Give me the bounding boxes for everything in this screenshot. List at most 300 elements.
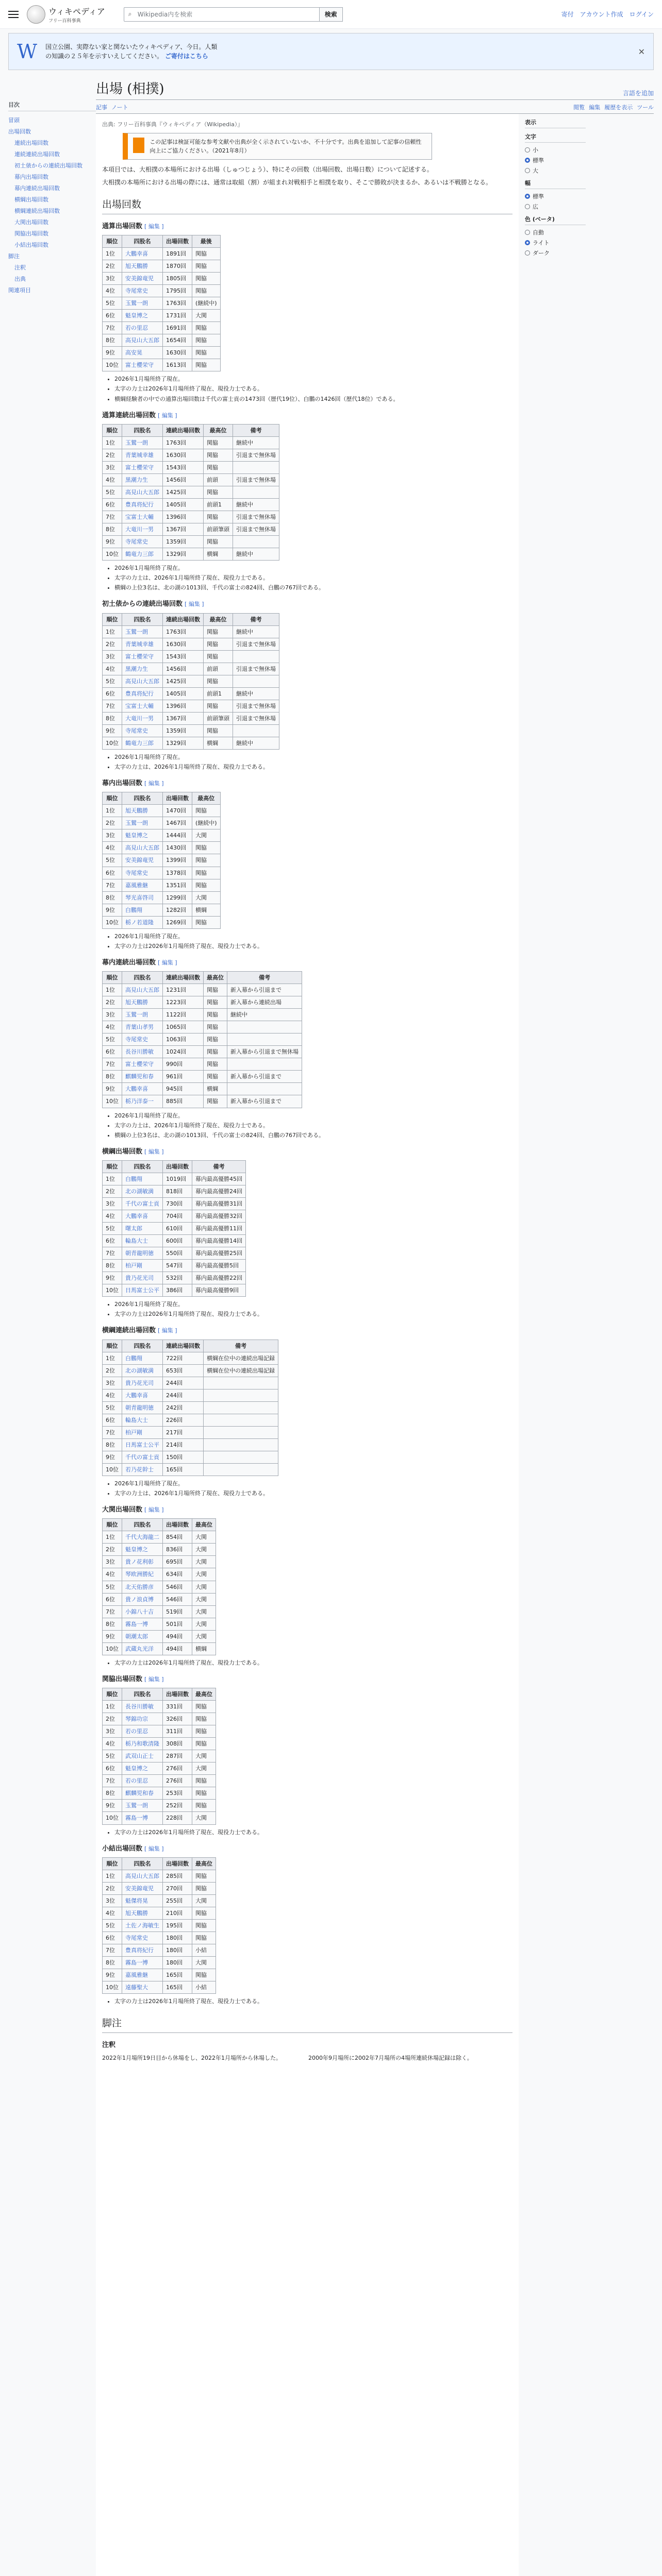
table-cell[interactable]: 高見山大五郎 <box>122 675 163 687</box>
table-cell[interactable]: 黒潮力生 <box>122 473 163 486</box>
close-icon[interactable]: ✕ <box>638 46 645 57</box>
toc-item[interactable]: 大関出場回数 <box>14 219 48 226</box>
table-cell[interactable]: 旭天鵬勝 <box>122 1907 163 1919</box>
edit-link[interactable]: [ 編集 ] <box>158 1327 177 1334</box>
text-size-standard[interactable]: 標準 <box>525 156 586 164</box>
table-row <box>103 1642 216 1655</box>
table-row <box>103 473 279 486</box>
table-cell: 大関 <box>192 1957 216 1969</box>
table-cell[interactable]: 若の里忍 <box>122 322 163 334</box>
column-header: 四股名 <box>122 1857 163 1870</box>
table-cell: 1430回 <box>163 842 192 854</box>
table-cell[interactable]: 豊真将紀行 <box>122 687 163 700</box>
table-cell[interactable]: 旭天鵬勝 <box>122 805 163 817</box>
table-cell: 722回 <box>163 1352 204 1364</box>
toc-item[interactable]: 注釈 <box>14 264 26 271</box>
table-cell: 横綱 <box>204 1083 227 1095</box>
table-cell[interactable]: 嘉風雅継 <box>122 1969 163 1981</box>
table-cell[interactable]: 高見山大五郎 <box>122 486 163 498</box>
table-cell: 9位 <box>103 724 122 737</box>
table-cell: 1731回 <box>163 310 192 322</box>
table-cell[interactable]: 霧島一博 <box>122 1618 163 1630</box>
table-row <box>103 1235 246 1247</box>
table-cell: 関脇 <box>204 1058 227 1071</box>
table-cell: 4位 <box>103 473 122 486</box>
table-cell[interactable]: 小錦八十吉 <box>122 1605 163 1618</box>
table-cell[interactable]: 白鵬翔 <box>122 1173 163 1185</box>
table-cell[interactable]: 武蔵丸光洋 <box>122 1642 163 1655</box>
table-heading: 小結出場回数 [ 編集 ] <box>102 1844 164 1853</box>
table-cell: 2位 <box>103 449 122 461</box>
table-cell[interactable]: 北の湖敏満 <box>122 1364 163 1377</box>
toc-item[interactable]: 冒頭 <box>8 117 20 124</box>
table-cell <box>204 1426 278 1438</box>
table-cell: 1位 <box>103 436 122 449</box>
table-cell[interactable]: 霧島一博 <box>122 1812 163 1824</box>
donation-banner <box>8 33 654 70</box>
toc-item[interactable]: 関連項目 <box>8 287 31 294</box>
table-cell: 2位 <box>103 638 122 650</box>
column-header: 出場回数 <box>163 1688 192 1701</box>
column-header: 出場回数 <box>163 1857 192 1870</box>
table-cell[interactable]: 玉鷲一朗 <box>122 625 163 638</box>
toc-item[interactable]: 幕内出場回数 <box>14 174 48 180</box>
table-cell: 990回 <box>163 1058 204 1071</box>
table-row <box>103 1033 302 1046</box>
table-notes <box>114 1479 512 1498</box>
table-cell[interactable]: 富士櫻栄守 <box>122 359 163 371</box>
table-cell: 5位 <box>103 297 122 310</box>
table-cell: 1122回 <box>163 1009 204 1021</box>
table-cell[interactable]: 豊真将紀行 <box>122 498 163 511</box>
table-cell[interactable]: 麒麟児和春 <box>122 1071 163 1083</box>
table-row <box>103 511 279 523</box>
table-cell[interactable]: 栃ノ若道隆 <box>122 916 163 928</box>
table-cell: 311回 <box>163 1725 192 1738</box>
table-row <box>103 1464 278 1476</box>
table-cell[interactable]: 魁皇博之 <box>122 1544 163 1556</box>
table-heading: 横綱連続出場回数 [ 編集 ] <box>102 1327 177 1335</box>
table-cell: 7位 <box>103 700 122 712</box>
table-cell[interactable]: 魁傑将晃 <box>122 1894 163 1907</box>
table-cell: 1405回 <box>163 498 204 511</box>
table-cell <box>233 486 279 498</box>
table-cell[interactable]: 若乃花幹士 <box>122 1464 163 1476</box>
table-cell[interactable]: 千代の富士貢 <box>122 1197 163 1210</box>
table-cell[interactable]: 高安晃 <box>122 347 163 359</box>
toc-item[interactable]: 横綱連続出場回数 <box>14 208 60 214</box>
table-cell: 1456回 <box>163 663 204 675</box>
table-heading: 幕内出場回数 [ 編集 ] <box>102 779 164 788</box>
table-cell[interactable]: 若の里忍 <box>122 1775 163 1787</box>
table-cell: 新入幕から引退まで <box>227 984 302 996</box>
table-row <box>103 359 221 371</box>
table-cell[interactable]: 富士櫻栄守 <box>122 1058 163 1071</box>
table-cell[interactable]: 玉鷲一朗 <box>122 1800 163 1812</box>
table-cell: 1891回 <box>163 247 192 260</box>
table-cell: 大関 <box>192 1544 216 1556</box>
table-cell[interactable]: 大鵬幸喜 <box>122 1389 163 1401</box>
table-cell: 幕内最高優勝24回 <box>192 1185 246 1197</box>
table-cell: 4位 <box>103 663 122 675</box>
table-cell[interactable]: 魁皇博之 <box>122 310 163 322</box>
table-cell[interactable]: 大竜川一男 <box>122 523 163 536</box>
edit-link[interactable]: [ 編集 ] <box>158 959 177 966</box>
table-cell: 165回 <box>163 1464 204 1476</box>
maintenance-text: この記事は検証可能な参考文献や出典が全く示されていないか、不十分です。出典を追加して記事の信頼性向上にご協力ください。（2021年8月） <box>150 139 422 155</box>
table-cell[interactable]: 朝青龍明徳 <box>122 1247 163 1260</box>
edit-link[interactable]: [ 編集 ] <box>144 1675 164 1683</box>
table-cell: 1630回 <box>163 638 204 650</box>
table-cell <box>227 1033 302 1046</box>
table-row <box>103 1618 216 1630</box>
table-cell: 関脇 <box>192 1919 216 1931</box>
table-cell: 幕内最高優勝5回 <box>192 1260 246 1272</box>
table-cell: 関脇 <box>204 1021 227 1033</box>
text-size-small[interactable]: 小 <box>525 146 586 154</box>
table-cell: 3位 <box>103 1009 122 1021</box>
table-cell[interactable]: 貴乃花光司 <box>122 1272 163 1284</box>
table-cell[interactable]: 安美錦竜児 <box>122 1882 163 1894</box>
site-logo[interactable] <box>27 5 105 24</box>
table-cell: 幕内最高優勝31回 <box>192 1197 246 1210</box>
table-cell: 8位 <box>103 1438 122 1451</box>
table-cell[interactable]: 武双山正士 <box>122 1750 163 1762</box>
table-cell[interactable]: 寺尾常史 <box>122 1931 163 1944</box>
table-cell: 大関 <box>192 1750 216 1762</box>
table-cell[interactable]: 北の湖敏満 <box>122 1185 163 1197</box>
table-cell: 関脇 <box>204 1046 227 1058</box>
table-cell[interactable]: 麒麟児和春 <box>122 1787 163 1800</box>
table-cell[interactable]: 安美錦竜児 <box>122 854 163 867</box>
toc-item[interactable]: 小結出場回数 <box>14 242 48 248</box>
table-cell[interactable]: 日馬富士公平 <box>122 1438 163 1451</box>
toc-item[interactable]: 連続出場回数 <box>14 140 48 146</box>
table-row <box>103 1377 278 1389</box>
table-cell[interactable]: 青葉山孝男 <box>122 1021 163 1033</box>
tab-read[interactable]: 閲覧 <box>573 104 585 111</box>
table-cell[interactable]: 貴乃花光司 <box>122 1377 163 1389</box>
table-row <box>103 879 221 891</box>
table-cell: 1425回 <box>163 675 204 687</box>
add-language-button[interactable]: 言語を追加 <box>622 90 654 97</box>
table-cell[interactable]: 千代の富士貢 <box>122 1451 163 1463</box>
table-cell: 7位 <box>103 322 122 334</box>
edit-link[interactable]: [ 編集 ] <box>185 601 204 608</box>
table-cell: 1654回 <box>163 334 192 347</box>
table-cell[interactable]: 日馬富士公平 <box>122 1284 163 1297</box>
toc-item[interactable]: 出典 <box>14 276 26 282</box>
table-cell: 関脇 <box>192 1907 216 1919</box>
table-notes <box>114 1997 512 2006</box>
width-standard[interactable]: 標準 <box>525 192 586 200</box>
table-cell: 横綱 <box>192 1642 216 1655</box>
color-auto[interactable]: 自動 <box>525 228 586 236</box>
table-cell: 704回 <box>163 1210 192 1222</box>
table-cell[interactable]: 輪島大士 <box>122 1414 163 1426</box>
table-cell[interactable]: 高見山大五郎 <box>122 1870 163 1882</box>
table-row <box>103 449 279 461</box>
table-cell: 前頭 <box>204 663 233 675</box>
table-cell: 幕内最高優勝11回 <box>192 1223 246 1235</box>
table-cell[interactable]: 北天佑勝彦 <box>122 1581 163 1593</box>
note-item: • 太字の力士は、2026年1月場所終了現在、現役力士である。 <box>114 573 512 582</box>
table-cell[interactable]: 鶴竜力三郎 <box>122 548 163 561</box>
table-cell[interactable]: 土佐ノ海敏生 <box>122 1919 163 1931</box>
tab-talk[interactable]: ノート <box>111 104 128 111</box>
table-cell[interactable]: 高見山大五郎 <box>122 842 163 854</box>
table-cell[interactable]: 柏戸剛 <box>122 1426 163 1438</box>
table-cell: 6位 <box>103 498 122 511</box>
table-cell[interactable]: 大竜川一男 <box>122 712 163 724</box>
table-cell: 1359回 <box>163 536 204 548</box>
table-cell[interactable]: 長谷川勝敏 <box>122 1046 163 1058</box>
table-cell[interactable]: 長谷川勝敏 <box>122 1701 163 1713</box>
table-cell[interactable]: 曙太郎 <box>122 1223 163 1235</box>
table-row <box>103 1083 302 1095</box>
table-cell: 関脇 <box>192 867 221 879</box>
table-row <box>103 1438 278 1451</box>
table-cell[interactable]: 寺尾常史 <box>122 724 163 737</box>
table-cell[interactable]: 宝富士大輔 <box>122 700 163 712</box>
table-cell <box>233 724 279 737</box>
tab-tools[interactable]: ツール <box>637 104 654 111</box>
table-row <box>103 638 279 650</box>
tab-article[interactable]: 記事 <box>96 104 107 111</box>
tab-edit[interactable]: 編集 <box>589 104 601 111</box>
table-cell: 9位 <box>103 1451 122 1463</box>
table-cell[interactable]: 黒潮力生 <box>122 663 163 675</box>
table-cell[interactable]: 朝潮太郎 <box>122 1630 163 1642</box>
toc-item[interactable]: 初土俵からの連続出場回数 <box>14 162 82 169</box>
table-cell: 前頭筆頭 <box>204 523 233 536</box>
table-cell: 関脇 <box>204 675 233 687</box>
column-header: 順位 <box>103 613 122 625</box>
tab-history[interactable]: 履歴を表示 <box>604 104 633 111</box>
table-notes <box>114 932 512 951</box>
banner-donate-link[interactable]: ご寄付はこちら <box>164 53 208 60</box>
table-cell[interactable]: 高見山大五郎 <box>122 984 163 996</box>
toc-item[interactable]: 関脇出場回数 <box>14 230 48 237</box>
donate-link[interactable]: 寄付 <box>561 11 574 18</box>
edit-link[interactable]: [ 編集 ] <box>144 1506 164 1514</box>
toc-item[interactable]: 横綱出場回数 <box>14 196 48 203</box>
table-row <box>103 1944 216 1957</box>
table-cell: 1299回 <box>163 891 192 904</box>
table-cell: 継続中 <box>233 625 279 638</box>
table-cell: 関脇 <box>204 1095 227 1108</box>
table-cell[interactable]: 富士櫻栄守 <box>122 461 163 473</box>
table-cell[interactable]: 青葉城幸雄 <box>122 449 163 461</box>
table-cell[interactable]: 白鵬翔 <box>122 1352 163 1364</box>
table-cell: 7位 <box>103 1605 122 1618</box>
table-cell[interactable]: 豊真将紀行 <box>122 1944 163 1957</box>
table-cell[interactable]: 大鵬幸喜 <box>122 247 163 260</box>
table-cell: 5位 <box>103 1581 122 1593</box>
table-cell[interactable]: 玉鷲一朗 <box>122 436 163 449</box>
table-cell[interactable]: 嘉風雅継 <box>122 879 163 891</box>
table-cell: 5位 <box>103 1033 122 1046</box>
table-cell: 関脇 <box>192 1870 216 1882</box>
table-cell: 7位 <box>103 511 122 523</box>
table-cell[interactable]: 遠藤聖大 <box>122 1981 163 1994</box>
table-cell: 5位 <box>103 1750 122 1762</box>
footnotes-heading: 脚注 <box>102 2016 512 2032</box>
table-cell: 244回 <box>163 1377 204 1389</box>
table-cell: 6位 <box>103 1931 122 1944</box>
table-cell[interactable]: 栃乃和歌清隆 <box>122 1738 163 1750</box>
table-cell[interactable]: 琴錦功宗 <box>122 1713 163 1725</box>
table-cell[interactable]: 大鵬幸喜 <box>122 1210 163 1222</box>
table-cell[interactable]: 千代大海龍二 <box>122 1531 163 1544</box>
table-cell: 関脇 <box>192 1738 216 1750</box>
wikipedia-globe-icon <box>27 5 45 24</box>
table-cell[interactable]: 輪島大士 <box>122 1235 163 1247</box>
column-header: 四股名 <box>122 1519 163 1531</box>
toc-item[interactable]: 出場回数 <box>8 128 31 135</box>
table-cell: 1795回 <box>163 285 192 297</box>
table-cell: 287回 <box>163 1750 192 1762</box>
edit-link[interactable]: [ 編集 ] <box>144 780 164 787</box>
table-heading: 通算出場回数 [ 編集 ] <box>102 222 164 230</box>
table-cell[interactable]: 若の里忍 <box>122 1725 163 1738</box>
table-notes <box>114 1111 512 1140</box>
table-cell: 8位 <box>103 1957 122 1969</box>
table-cell[interactable]: 琴光喜啓司 <box>122 891 163 904</box>
table-cell[interactable]: 宝富士大輔 <box>122 511 163 523</box>
table-cell[interactable]: 玉鷲一朗 <box>122 297 163 310</box>
table-cell[interactable]: 旭天鵬勝 <box>122 996 163 1009</box>
table-cell: 7位 <box>103 1775 122 1787</box>
color-light[interactable]: ライト <box>525 239 586 247</box>
login-link[interactable]: ログイン <box>629 11 654 18</box>
table-cell[interactable]: 寺尾常史 <box>122 867 163 879</box>
table-cell: 4位 <box>103 1021 122 1033</box>
width-wide[interactable]: 広 <box>525 202 586 211</box>
table-cell: 幕内最高優勝22回 <box>192 1272 246 1284</box>
toc-item[interactable]: 連続連続出場回数 <box>14 151 60 158</box>
table-cell[interactable]: 琴欧洲勝紀 <box>122 1568 163 1581</box>
table-cell[interactable]: 柏戸剛 <box>122 1260 163 1272</box>
table-cell[interactable]: 栃乃洋泰一 <box>122 1095 163 1108</box>
table-cell: 大関 <box>192 1762 216 1775</box>
edit-link[interactable]: [ 編集 ] <box>158 412 177 419</box>
table-cell[interactable]: 魁皇博之 <box>122 829 163 842</box>
table-cell: 関脇 <box>192 879 221 891</box>
table-cell[interactable]: 魁皇博之 <box>122 1762 163 1775</box>
table-cell: 7位 <box>103 1944 122 1957</box>
edit-link[interactable]: [ 編集 ] <box>144 223 164 230</box>
table-cell: 9位 <box>103 1272 122 1284</box>
search-input[interactable]: ⌕ Wikipedia内を検索 <box>124 7 320 22</box>
search-button[interactable]: 検索 <box>320 7 343 22</box>
table-cell: 1691回 <box>163 322 192 334</box>
table-cell: 331回 <box>163 1701 192 1713</box>
table-cell: 695回 <box>163 1556 192 1568</box>
table-cell: 165回 <box>163 1981 192 1994</box>
table-cell[interactable]: 朝青龍明徳 <box>122 1401 163 1414</box>
table-cell: 引退まで無休場 <box>233 523 279 536</box>
table-row <box>103 1593 216 1605</box>
table-cell[interactable]: 富士櫻栄守 <box>122 650 163 663</box>
table-cell[interactable]: 大鵬幸喜 <box>122 1083 163 1095</box>
table-row <box>103 1581 216 1593</box>
note-item: • 太字の力士は、2026年1月場所終了現在、現役力士である。 <box>114 1489 512 1498</box>
table-row <box>103 916 221 928</box>
table-cell: 610回 <box>163 1223 192 1235</box>
note-item: • 太字の力士は2026年1月場所終了現在、現役力士である。 <box>114 942 512 951</box>
table-row <box>103 805 221 817</box>
table-row <box>103 1725 216 1738</box>
table-cell: 関脇 <box>192 1725 216 1738</box>
table-cell: 関脇 <box>204 625 233 638</box>
table-cell: 2位 <box>103 817 122 829</box>
color-dark[interactable]: ダーク <box>525 249 586 257</box>
appearance-title: 表示 <box>525 118 586 128</box>
edit-link[interactable]: [ 編集 ] <box>144 1148 164 1155</box>
table-heading: 初土俵からの連続出場回数 [ 編集 ] <box>102 600 204 608</box>
table-cell: 1024回 <box>163 1046 204 1058</box>
table-cell: 546回 <box>163 1593 192 1605</box>
text-size-large[interactable]: 大 <box>525 166 586 175</box>
table-cell[interactable]: 貴ノ花利彰 <box>122 1556 163 1568</box>
table-cell: 6位 <box>103 1593 122 1605</box>
table-cell[interactable]: 寺尾常史 <box>122 1033 163 1046</box>
table-cell[interactable]: 寺尾常史 <box>122 536 163 548</box>
edit-link[interactable]: [ 編集 ] <box>144 1845 164 1852</box>
table-cell: 10位 <box>103 359 122 371</box>
menu-icon[interactable] <box>8 11 19 18</box>
table-cell: 1282回 <box>163 904 192 916</box>
table-row <box>103 1364 278 1377</box>
table-cell: 9位 <box>103 1083 122 1095</box>
table-cell: 5位 <box>103 675 122 687</box>
toc-item[interactable]: 幕内連続出場回数 <box>14 185 60 192</box>
table-cell[interactable]: 貴ノ浪貞博 <box>122 1593 163 1605</box>
create-account-link[interactable]: アカウント作成 <box>580 11 623 18</box>
table-cell: 1763回 <box>163 297 192 310</box>
table-cell[interactable]: 高見山大五郎 <box>122 334 163 347</box>
table-row <box>103 1568 216 1581</box>
table-cell[interactable]: 霧島一博 <box>122 1957 163 1969</box>
appearance-panel <box>519 114 586 2576</box>
table-cell: 大関 <box>192 829 221 842</box>
table-cell <box>204 1464 278 1476</box>
table-cell: 1456回 <box>163 473 204 486</box>
column-header: 四股名 <box>122 235 163 247</box>
table-cell: 5位 <box>103 854 122 867</box>
table-cell[interactable]: 白鵬翔 <box>122 904 163 916</box>
table-cell: 1763回 <box>163 625 204 638</box>
table-cell: 引退まで無休場 <box>233 712 279 724</box>
table-row <box>103 310 221 322</box>
toc-item[interactable]: 脚注 <box>8 253 20 260</box>
table-cell: 9位 <box>103 347 122 359</box>
column-header: 順位 <box>103 1519 122 1531</box>
table-cell[interactable]: 鶴竜力三郎 <box>122 737 163 749</box>
table-cell[interactable]: 青葉城幸雄 <box>122 638 163 650</box>
table-cell[interactable]: 玉鷲一朗 <box>122 1009 163 1021</box>
table-cell[interactable]: 玉鷲一朗 <box>122 817 163 829</box>
table-cell[interactable]: 寺尾常史 <box>122 285 163 297</box>
table-cell[interactable]: 安美錦竜児 <box>122 273 163 285</box>
table-cell: 4位 <box>103 1907 122 1919</box>
table-cell: 1位 <box>103 805 122 817</box>
table-cell[interactable]: 旭天鵬勝 <box>122 260 163 273</box>
table-row <box>103 1919 216 1931</box>
table-row <box>103 1931 216 1944</box>
table-cell: 10位 <box>103 737 122 749</box>
